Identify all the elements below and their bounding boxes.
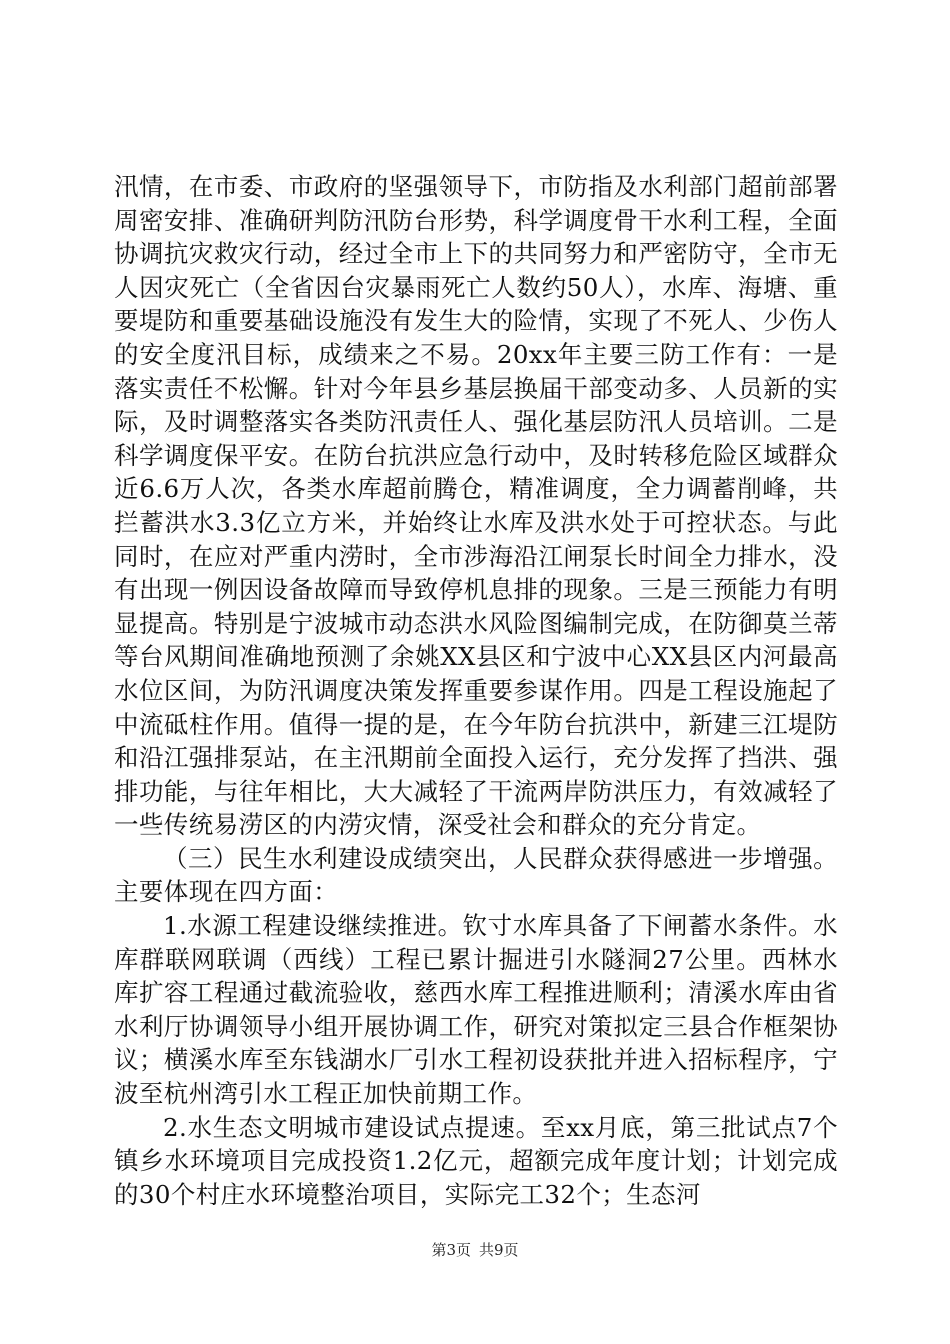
paragraph-section-three-heading: （三）民生水利建设成绩突出，人民群众获得感进一步增强。主要体现在四方面： — [114, 843, 838, 907]
paragraph-flood-season-summary: 汛情，在市委、市政府的坚强领导下，市防指及水利部门超前部署周密安排、准确研判防汛防台形势，科学调度骨干水利工程，全面协调抗灾救灾行动，经过全市上下的共同努力和严密防守，全市无人因灾死亡（全省因台灾暴雨死亡人数约50人），水库、海塘、重要堤防和重要基础设施没有发生大的险情，实现了不死人、少伤人的安全度汛目标，成绩来之不易。20xx年主要三防工作有：一是落实责任不松懈。针对今年县乡基层换届干部变动多、人员新的实际，及时调整落实各类防汛责任人、强化基层防汛人员培训。二是科学调度保平安。在防台抗洪应急行动中，及时转移危险区域群众近6.6万人次，各类水库超前腾仓，精准调度，全力调蓄削峰，共拦蓄洪水3.3亿立方米，并始终让水库及洪水处于可控状态。与此同时，在应对严重内涝时，全市涉海沿江闸泵长时间全力排水，没有出现一例因设备故障而导致停机息排的现象。三是三预能力有明显提高。特别是宁波城市动态洪水风险图编制完成，在防御莫兰蒂等台风期间准确地预测了余姚XX县区和宁波中心XX县区内河最高水位区间，为防汛调度决策发挥重要参谋作用。四是工程设施起了中流砥柱作用。值得一提的是，在今年防台抗洪中，新建三江堤防和沿江强排泵站，在主汛期前全面投入运行，充分发挥了挡洪、强排功能，与往年相比，大大减轻了干流两岸防洪压力，有效减轻了一些传统易涝区的内涝灾情，深受社会和群众的充分肯定。 — [114, 172, 838, 840]
paragraph-water-source-projects: 1.水源工程建设继续推进。钦寸水库具备了下闸蓄水条件。水库群联网联调（西线）工程已累计掘进引水隧洞27公里。西林水库扩容工程通过截流验收，慈西水库工程推进顺利；清溪水库由省水利厅协调领导小组开展协调工作，研究对策拟定三县合作框架协议；横溪水库至东钱湖水厂引水工程初设获批并进入招标程序，宁波至杭州湾引水工程正加快前期工作。 — [114, 911, 838, 1109]
page-total: 共9页 — [479, 1241, 519, 1259]
page-number: 第3页 — [431, 1241, 471, 1259]
page-footer — [0, 1241, 950, 1259]
paragraph-water-ecology-pilot: 2.水生态文明城市建设试点提速。至xx月底，第三批试点7个镇乡水环境项目完成投资1.2亿元，超额完成年度计划；计划完成的30个村庄水环境整治项目，实际完工32个；生态河 — [114, 1112, 838, 1209]
document-body — [114, 170, 838, 1211]
